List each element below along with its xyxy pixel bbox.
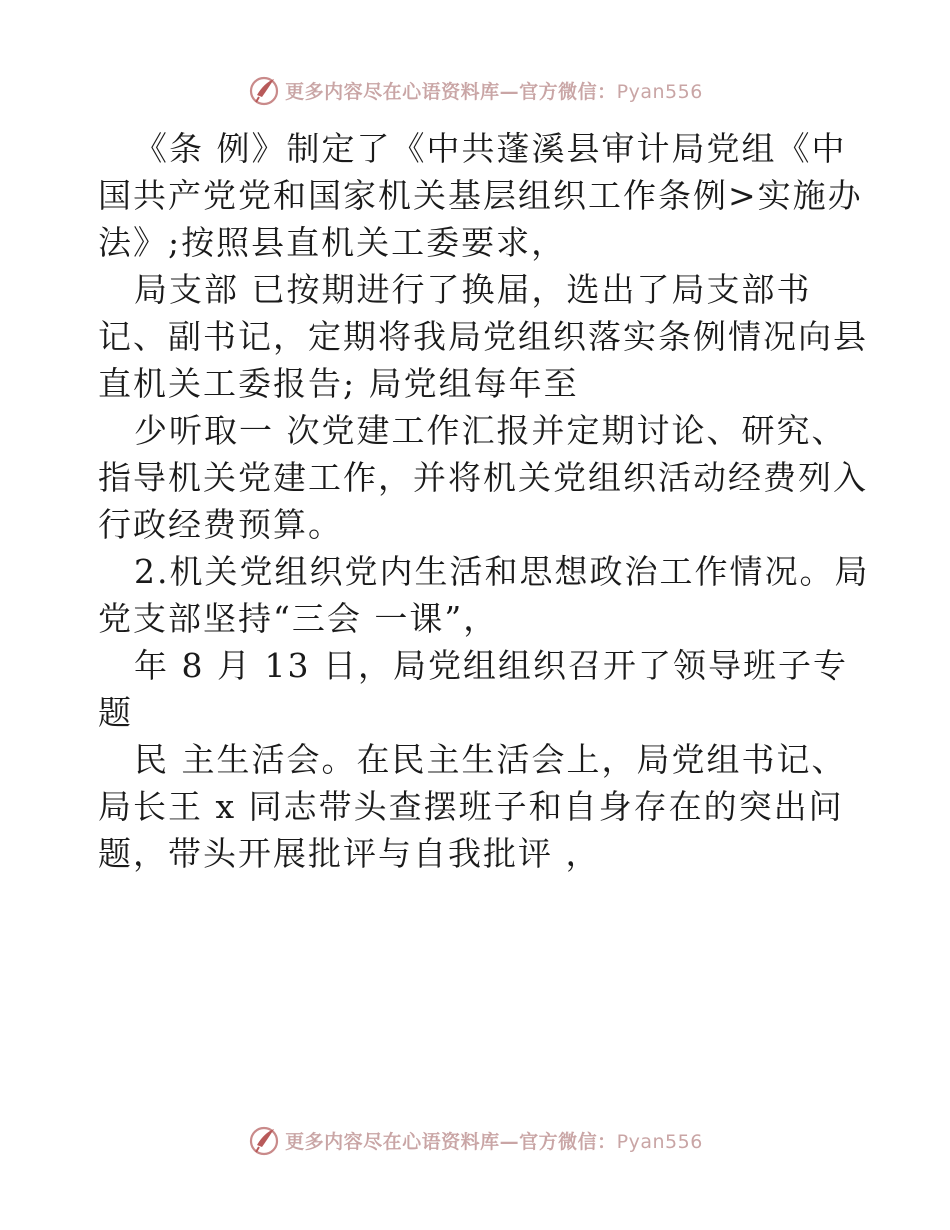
text-line: 直机关工委报告; 局党组每年至 [98, 364, 579, 403]
text-line: 国共产党党和国家机关基层组织工作条例>实施办 [98, 176, 863, 215]
quill-logo-icon [247, 1123, 281, 1157]
footer-banner-contact: Pyan556 [616, 1130, 703, 1153]
header-banner-text [285, 77, 703, 104]
document-body [98, 125, 870, 877]
text-line: 年 8 月 13 日，局党组组织召开了领导班子专 [134, 646, 848, 685]
header-watermark [0, 70, 950, 110]
quill-logo-icon [247, 73, 281, 107]
footer-watermark [0, 1120, 950, 1160]
text-line: 民 主生活会。在民主生活会上，局党组书记、 [134, 740, 847, 779]
footer-banner-text [285, 1127, 703, 1154]
text-line: 行政经费预算。 [98, 505, 343, 544]
text-line: 法》;按照县直机关工委要求， [98, 223, 567, 262]
text-line: 《条 例》制定了《中共蓬溪县审计局党组《中 [134, 129, 847, 168]
text-line: 题，带头开展批评与自我批评 ， [98, 834, 601, 873]
text-line: 局长王 x 同志带头查摆班子和自身存在的突出问 [98, 787, 844, 826]
text-line: 2.机关党组织党内生活和思想政治工作情况。局 [134, 552, 870, 591]
header-banner-main: 更多内容尽在心语资料库—官方微信： [285, 80, 617, 103]
text-line: 少听取一 次党建工作汇报并定期讨论、研究、 [134, 411, 847, 450]
text-line: 局支部 已按期进行了换届，选出了局支部书 [134, 270, 812, 309]
text-line: 记、副书记，定期将我局党组织落实条例情况向县 [98, 317, 868, 356]
text-line: 党支部坚持“三会 一课”， [98, 599, 499, 638]
text-line: 指导机关党建工作，并将机关党组织活动经费列入 [98, 458, 868, 497]
text-line: 题 [98, 693, 133, 732]
header-banner-contact: Pyan556 [616, 80, 703, 103]
footer-banner-main: 更多内容尽在心语资料库—官方微信： [285, 1130, 617, 1153]
